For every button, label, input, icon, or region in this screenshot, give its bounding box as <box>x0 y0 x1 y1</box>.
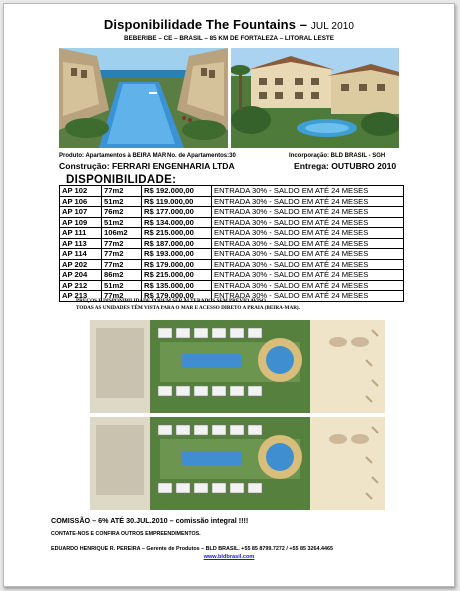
contact-text: CONTATE-NOS E CONFIRA OUTROS EMPREENDIMENTOS. <box>51 531 201 537</box>
delivery-text: Entrega: OUTUBRO 2010 <box>294 161 397 171</box>
terms-cell: ENTRADA 30% - SALDO EM ATÉ 24 MESES <box>212 207 404 218</box>
terms-cell: ENTRADA 30% - SALDO EM ATÉ 24 MESES <box>212 291 404 302</box>
resort-pool-photo <box>59 48 228 148</box>
flyer-page <box>3 3 455 587</box>
unit-cell: AP 212 <box>60 280 102 291</box>
area-cell: 77m2 <box>102 291 142 302</box>
unit-cell: AP 204 <box>60 270 102 281</box>
unit-cell: AP 107 <box>60 207 102 218</box>
unit-cell: AP 213 <box>60 291 102 302</box>
price-cell: R$ 179.000,00 <box>142 259 212 270</box>
unit-cell: AP 106 <box>60 196 102 207</box>
price-cell: R$ 119.000,00 <box>142 196 212 207</box>
price-cell: R$ 177.000,00 <box>142 207 212 218</box>
terms-cell: ENTRADA 30% - SALDO EM ATÉ 24 MESES <box>212 270 404 281</box>
apartments-count-text: No. de Apartamentos:30 <box>167 153 236 159</box>
website-link[interactable]: www.bldbrasil.com <box>203 554 255 560</box>
unit-cell: AP 202 <box>60 259 102 270</box>
price-cell: R$ 135.000,00 <box>142 280 212 291</box>
title-date: JUL 2010 <box>310 21 355 32</box>
price-cell: R$ 179.000,00 <box>142 291 212 302</box>
area-cell: 77m2 <box>102 238 142 249</box>
site-plan-upper-floor <box>90 417 385 510</box>
availability-heading: DISPONIBILIDADE: <box>66 174 177 186</box>
sea-view-note: TODAS AS UNIDADES TÊM VISTA PARA O MAR E ACESSO DIRETO A PRAIA (BEIRA-MAR). <box>76 305 300 311</box>
price-cell: R$ 192.000,00 <box>142 186 212 197</box>
terms-cell: ENTRADA 30% - SALDO EM ATÉ 24 MESES <box>212 249 404 260</box>
area-cell: 77m2 <box>102 249 142 260</box>
terms-cell: ENTRADA 30% - SALDO EM ATÉ 24 MESES <box>212 196 404 207</box>
table-row <box>60 270 404 281</box>
table-row <box>60 249 404 260</box>
incorporation-text: Incorporação: BLD BRASIL - SGH <box>289 153 386 159</box>
area-cell: 77m2 <box>102 259 142 270</box>
price-cell: R$ 215.000,00 <box>142 270 212 281</box>
area-cell: 51m2 <box>102 280 142 291</box>
signature-text: EDUARDO HENRIQUE R. PEREIRA – Gerente de Produtos – BLD BRASIL. +55 85 8799.7272 / +55 85 3264.4465 <box>51 546 334 552</box>
price-disclaimer: PREÇOS E DISPONIBILIDADE PODEM SER ALTERADOS SEM PRÉVIO AVISO. <box>76 298 268 304</box>
site-plan-ground-floor <box>90 320 385 413</box>
table-row <box>60 228 404 239</box>
table-row <box>60 259 404 270</box>
price-cell: R$ 193.000,00 <box>142 249 212 260</box>
terms-cell: ENTRADA 30% - SALDO EM ATÉ 24 MESES <box>212 186 404 197</box>
terms-cell: ENTRADA 30% - SALDO EM ATÉ 24 MESES <box>212 259 404 270</box>
area-cell: 76m2 <box>102 207 142 218</box>
table-row <box>60 207 404 218</box>
availability-table <box>59 185 404 302</box>
price-cell: R$ 215.000,00 <box>142 228 212 239</box>
commission-text: COMISSÃO – 6% ATÉ 30.JUL.2010 – comissão integral !!!! <box>51 516 249 525</box>
unit-cell: AP 111 <box>60 228 102 239</box>
unit-cell: AP 113 <box>60 238 102 249</box>
construction-text: Construção: FERRARI ENGENHARIA LTDA <box>59 161 235 171</box>
terms-cell: ENTRADA 30% - SALDO EM ATÉ 24 MESES <box>212 228 404 239</box>
terms-cell: ENTRADA 30% - SALDO EM ATÉ 24 MESES <box>212 217 404 228</box>
price-cell: R$ 187.000,00 <box>142 238 212 249</box>
table-row <box>60 238 404 249</box>
area-cell: 106m2 <box>102 228 142 239</box>
resort-buildings-photo <box>231 48 399 148</box>
area-cell: 77m2 <box>102 186 142 197</box>
page-title <box>4 17 454 32</box>
area-cell: 51m2 <box>102 217 142 228</box>
price-cell: R$ 134.000,00 <box>142 217 212 228</box>
area-cell: 86m2 <box>102 270 142 281</box>
table-row <box>60 217 404 228</box>
table-row <box>60 196 404 207</box>
table-row <box>60 186 404 197</box>
unit-cell: AP 109 <box>60 217 102 228</box>
location-subtitle: BEBERIBE – CE – BRASIL – 85 KM DE FORTALEZA – LITORAL LESTE <box>124 35 334 42</box>
terms-cell: ENTRADA 30% - SALDO EM ATÉ 24 MESES <box>212 238 404 249</box>
table-row <box>60 280 404 291</box>
product-text: Produto: Apartamentos à BEIRA MAR <box>59 153 167 159</box>
area-cell: 51m2 <box>102 196 142 207</box>
title-text: Disponibilidade The Fountains – <box>103 17 308 32</box>
terms-cell: ENTRADA 30% - SALDO EM ATÉ 24 MESES <box>212 280 404 291</box>
unit-cell: AP 114 <box>60 249 102 260</box>
unit-cell: AP 102 <box>60 186 102 197</box>
